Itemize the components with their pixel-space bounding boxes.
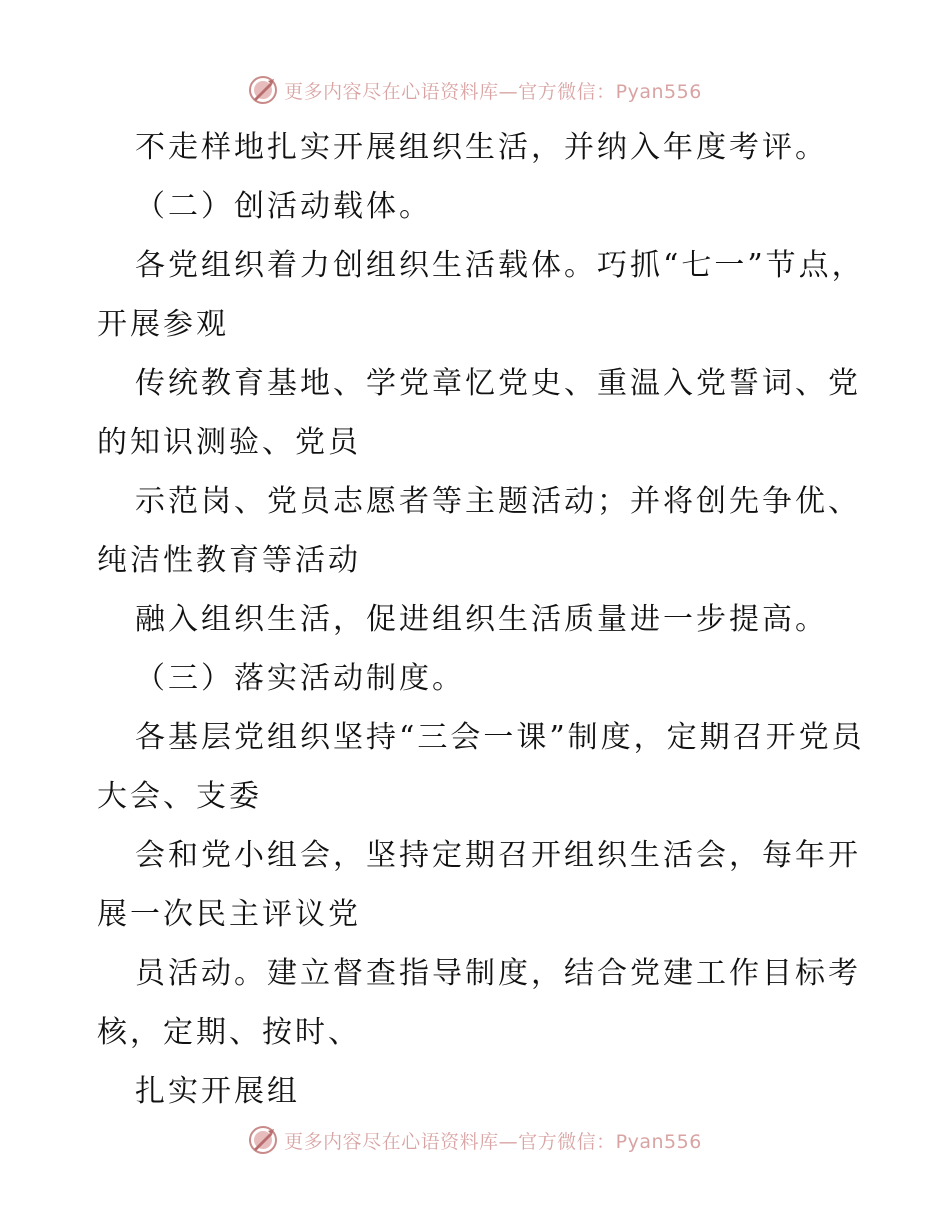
paragraph: 融入组织生活，促进组织生活质量进一步提高。 [135, 602, 828, 637]
section-heading: （二）创活动载体。 [135, 189, 432, 224]
footer-watermark [0, 1120, 950, 1160]
header-watermark [0, 70, 950, 110]
paragraph: 会和党小组会，坚持定期召开组织生活会，每年开展一次民主评议党 [97, 838, 861, 932]
paragraph: 示范岗、党员志愿者等主题活动；并将创先争优、纯洁性教育等活动 [97, 484, 861, 578]
footer-watermark-text: 更多内容尽在心语资料库—官方微信：Pyan556 [284, 1130, 702, 1153]
paragraph: 各党组织着力创组织生活载体。巧抓“七一”节点，开展参观 [97, 248, 865, 342]
feather-seal-icon [248, 75, 278, 105]
paragraph: 各基层党组织坚持“三会一课”制度，定期召开党员大会、支委 [97, 720, 865, 814]
paragraph: 扎实开展组 [135, 1074, 300, 1109]
feather-seal-icon [248, 1125, 278, 1155]
section-heading: （三）落实活动制度。 [135, 661, 465, 696]
paragraph: 传统教育基地、学党章忆党史、重温入党誓词、党的知识测验、党员 [97, 366, 861, 460]
paragraph: 不走样地扎实开展组织生活，并纳入年度考评。 [135, 130, 828, 165]
header-watermark-text: 更多内容尽在心语资料库—官方微信：Pyan556 [284, 80, 702, 103]
document-body [97, 118, 867, 1121]
paragraph: 员活动。建立督查指导制度，结合党建工作目标考核，定期、按时、 [97, 956, 861, 1050]
